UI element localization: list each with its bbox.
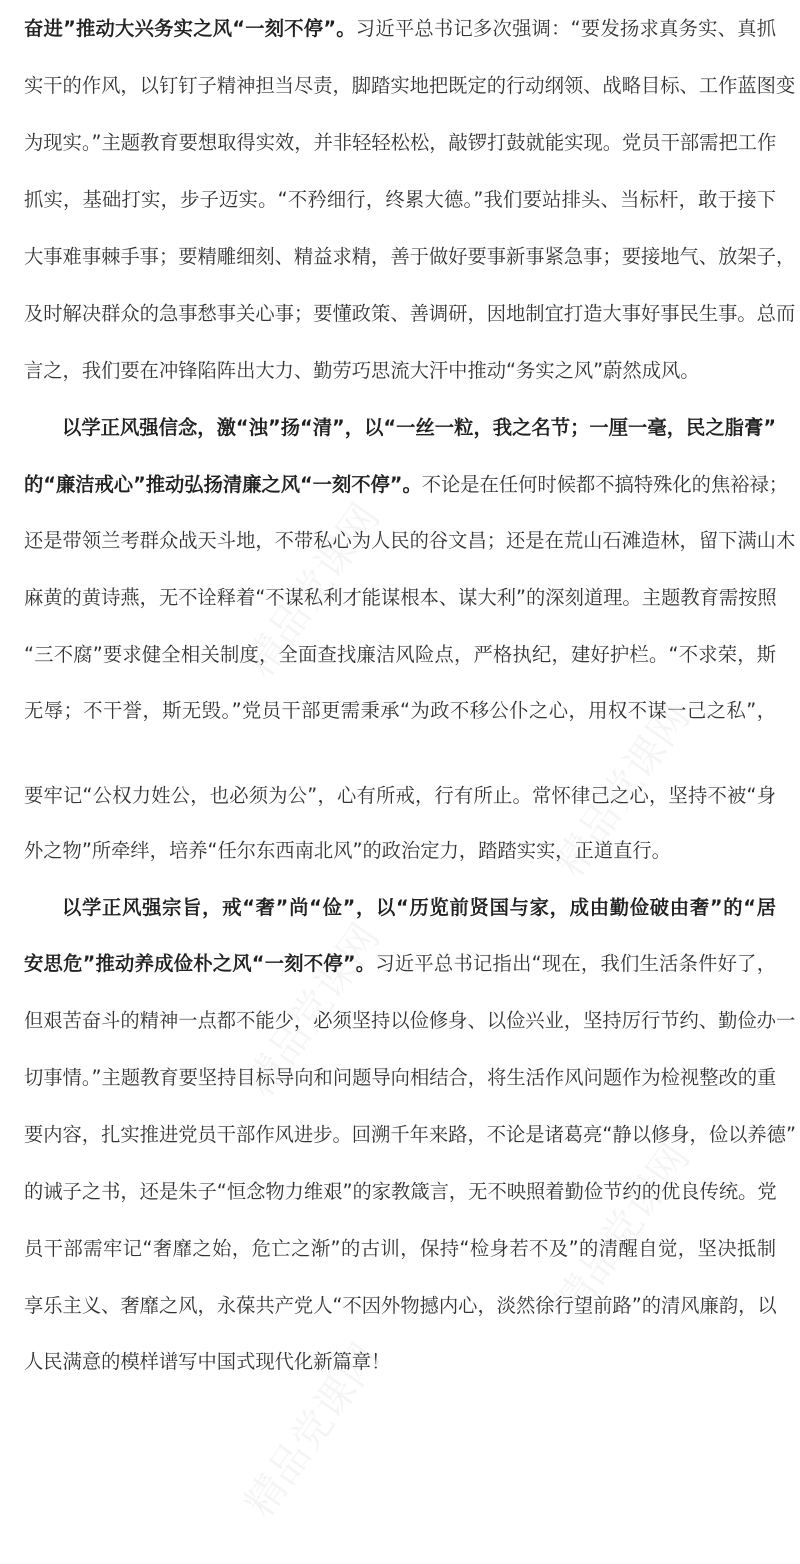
body-text: 员干部需牢记“奢靡之始，危亡之渐”的古训，保持“检身若不及”的清醒自觉，坚决抵制 <box>24 1237 776 1260</box>
body-text: 抓实，基础打实，步子迈实。“不矜细行，终累大德。”我们要站排头、当标杆，敢于接下 <box>24 188 776 211</box>
text-line <box>24 242 796 272</box>
text-line <box>24 1291 776 1321</box>
body-text: 大事难事棘手事；要精雕细刻、精益求精，善于做好要事新事紧急事；要接地气、放架子， <box>24 245 796 268</box>
body-text: 实干的作风，以钉钉子精神担当尽责，脚踏实地把既定的行动纲领、战略目标、工作蓝图变 <box>24 74 796 97</box>
body-text: 切事情。”主题教育要坚持目标导向和问题导向相结合，将生活作风问题作为检视整改的重 <box>24 1066 777 1089</box>
text-line <box>24 1063 776 1093</box>
text-line <box>24 526 796 556</box>
body-text: 习近平总书记多次强调：“要发扬求真务实、真抓 <box>355 17 776 40</box>
bold-heading-text: 以学正风强宗旨，戒“奢”尚“俭”，以“历览前贤国与家，成由勤俭破由奢”的“居 <box>62 896 776 919</box>
text-line <box>24 836 776 866</box>
body-text: 人民满意的模样谱写中国式现代化新篇章！ <box>24 1350 391 1373</box>
body-text: 要内容，扎实推进党员干部作风进步。回溯千年来路，不论是诸葛亮“静以修身，俭以养德” <box>24 1123 796 1146</box>
text-line <box>24 299 796 329</box>
body-text: 言之，我们要在冲锋陷阵出大力、勤劳巧思流大汗中推动“务实之风”蔚然成风。 <box>24 359 700 382</box>
text-line <box>24 185 776 215</box>
bold-heading-text: 奋进”推动大兴务实之风“一刻不停”。 <box>24 17 356 40</box>
text-line <box>24 1347 776 1377</box>
text-line <box>24 1006 796 1036</box>
text-line <box>24 356 776 386</box>
text-line <box>24 640 776 670</box>
text-line <box>24 128 776 158</box>
body-text: 不论是在任何时候都不搞特殊化的焦裕禄； <box>421 473 789 496</box>
body-text: 的诫子之书，还是朱子“恒念物力维艰”的家教箴言，无不映照着勤俭节约的优良传统。党 <box>24 1180 777 1203</box>
text-line <box>24 470 789 500</box>
text-line <box>24 1234 776 1264</box>
text-line <box>24 1177 776 1207</box>
body-text: 习近平总书记指出“现在，我们生活条件好了， <box>375 952 776 975</box>
text-line <box>24 781 776 811</box>
bold-heading-text: 以学正风强信念，激“浊”扬“清”，以“一丝一粒，我之名节；一厘一毫，民之脂膏” <box>62 416 776 439</box>
text-line <box>24 14 776 44</box>
text-line <box>24 949 776 979</box>
body-text: 要牢记“公权力姓公，也必须为公”，心有所戒，行有所止。常怀律己之心，坚持不被“身 <box>24 784 776 807</box>
body-text: 但艰苦奋斗的精神一点都不能少，必须坚持以俭修身、以俭兴业，坚持厉行节约、勤俭办一 <box>24 1009 796 1032</box>
body-text: 无辱；不干誉，斯无毁。”党员干部更需秉承“为政不移公仆之心，用权不谋一己之私”， <box>24 699 776 722</box>
body-text: 麻黄的黄诗燕，无不诠释着“不谋私利才能谋根本、谋大利”的深刻道理。主题教育需按照 <box>24 586 777 609</box>
text-line <box>24 583 776 613</box>
body-text: 还是带领兰考群众战天斗地，不带私心为人民的谷文昌；还是在荒山石滩造林，留下满山木 <box>24 529 796 552</box>
bold-heading-text: 安思危”推动养成俭朴之风“一刻不停”。 <box>24 952 376 975</box>
text-line <box>62 413 776 443</box>
body-text: 及时解决群众的急事愁事关心事；要懂政策、善调研，因地制宜打造大事好事民生事。总而 <box>24 302 796 325</box>
body-text: 外之物”所牵绊，培养“任尔东西南北风”的政治定力，踏踏实实，正道直行。 <box>24 839 671 862</box>
bold-heading-text: 的“廉洁戒心”推动弘扬清廉之风“一刻不停”。 <box>24 473 422 496</box>
text-line <box>62 893 776 923</box>
body-text: 为现实。”主题教育要想取得实效，并非轻轻松松，敲锣打鼓就能实现。党员干部需把工作 <box>24 131 777 154</box>
body-text: 享乐主义、奢靡之风，永葆共产党人“不因外物撼内心，淡然徐行望前路”的清风廉韵，以 <box>24 1294 777 1317</box>
text-line <box>24 1120 796 1150</box>
body-text: “三不腐”要求健全相关制度，全面查找廉洁风险点，严格执纪，建好护栏。“不求荣，斯 <box>24 643 776 666</box>
text-line <box>24 696 776 726</box>
text-line <box>24 71 796 101</box>
